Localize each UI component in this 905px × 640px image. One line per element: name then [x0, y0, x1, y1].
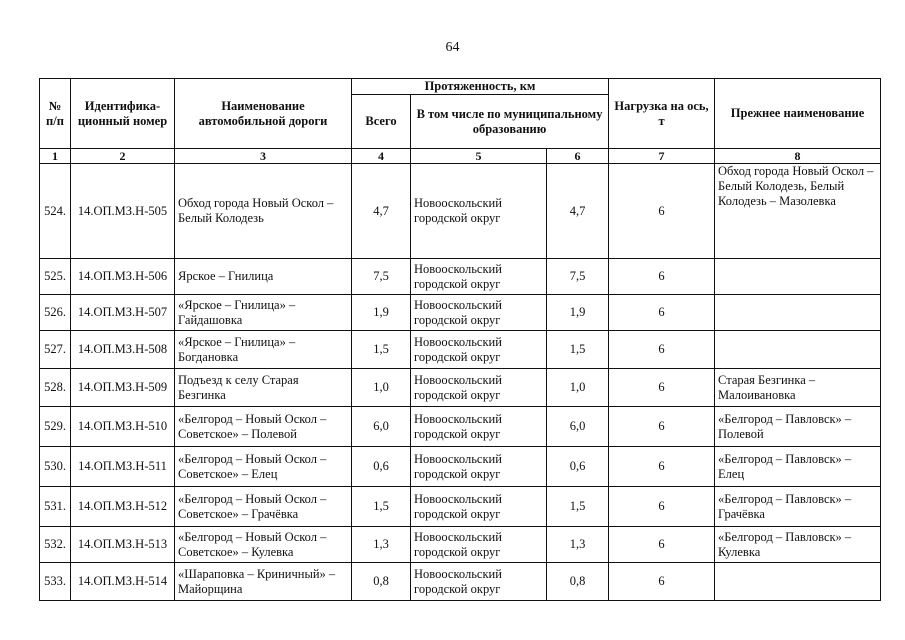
road-id: 14.ОП.МЗ.Н-507: [71, 295, 175, 331]
column-numbers-row: [40, 149, 881, 164]
road-name: Обход города Новый Оскол – Белый Колодезь: [175, 164, 352, 259]
page-number: 64: [445, 40, 460, 55]
length-total: 1,5: [352, 487, 411, 527]
municipality: Новооскольский городской округ: [411, 527, 547, 563]
header-name: Наименование автомобильной дороги: [175, 79, 352, 149]
table-row: [40, 331, 881, 369]
axle-load: 6: [609, 259, 715, 295]
col-number: 8: [715, 149, 881, 164]
table-row: [40, 563, 881, 601]
row-number: 529.: [40, 407, 71, 447]
axle-load: 6: [609, 164, 715, 259]
axle-load: 6: [609, 295, 715, 331]
road-id: 14.ОП.МЗ.Н-511: [71, 447, 175, 487]
municipality-length: 1,9: [547, 295, 609, 331]
col-number: 4: [352, 149, 411, 164]
municipality: Новооскольский городской округ: [411, 295, 547, 331]
municipality-length: 4,7: [547, 164, 609, 259]
length-total: 1,5: [352, 331, 411, 369]
axle-load: 6: [609, 563, 715, 601]
row-number: 532.: [40, 527, 71, 563]
col-number: 1: [40, 149, 71, 164]
municipality: Новооскольский городской округ: [411, 259, 547, 295]
road-name: Подъезд к селу Старая Безгинка: [175, 369, 352, 407]
table-row: [40, 487, 881, 527]
row-number: 524.: [40, 164, 71, 259]
previous-name: [715, 563, 881, 601]
length-total: 1,0: [352, 369, 411, 407]
header-id: Идентифика-ционный номер: [71, 79, 175, 149]
municipality: Новооскольский городской округ: [411, 487, 547, 527]
table-row: [40, 369, 881, 407]
col-number: 2: [71, 149, 175, 164]
table-row: [40, 259, 881, 295]
previous-name: Обход города Новый Оскол – Белый Колодезь, Белый Колодезь – Мазолевка: [715, 164, 881, 259]
road-id: 14.ОП.МЗ.Н-513: [71, 527, 175, 563]
municipality-length: 0,6: [547, 447, 609, 487]
road-id: 14.ОП.МЗ.Н-508: [71, 331, 175, 369]
row-number: 531.: [40, 487, 71, 527]
previous-name: [715, 259, 881, 295]
road-name: «Ярское – Гнилица» – Гайдашовка: [175, 295, 352, 331]
municipality: Новооскольский городской округ: [411, 331, 547, 369]
road-id: 14.ОП.МЗ.Н-510: [71, 407, 175, 447]
road-id: 14.ОП.МЗ.Н-509: [71, 369, 175, 407]
length-total: 0,8: [352, 563, 411, 601]
previous-name: Старая Безгинка – Малоивановка: [715, 369, 881, 407]
col-number: 6: [547, 149, 609, 164]
roads-table: [39, 78, 881, 601]
municipality-length: 1,5: [547, 331, 609, 369]
municipality-length: 1,5: [547, 487, 609, 527]
previous-name: «Белгород – Павловск» – Кулевка: [715, 527, 881, 563]
previous-name: [715, 331, 881, 369]
axle-load: 6: [609, 407, 715, 447]
axle-load: 6: [609, 331, 715, 369]
length-total: 0,6: [352, 447, 411, 487]
col-number: 3: [175, 149, 352, 164]
col-number: 7: [609, 149, 715, 164]
road-id: 14.ОП.МЗ.Н-512: [71, 487, 175, 527]
header-num: № п/п: [40, 79, 71, 149]
table-row: [40, 527, 881, 563]
municipality-length: 1,3: [547, 527, 609, 563]
previous-name: «Белгород – Павловск» – Елец: [715, 447, 881, 487]
length-total: 7,5: [352, 259, 411, 295]
row-number: 526.: [40, 295, 71, 331]
road-name: Ярское – Гнилица: [175, 259, 352, 295]
municipality-length: 0,8: [547, 563, 609, 601]
row-number: 533.: [40, 563, 71, 601]
previous-name: [715, 295, 881, 331]
road-id: 14.ОП.МЗ.Н-505: [71, 164, 175, 259]
road-id: 14.ОП.МЗ.Н-514: [71, 563, 175, 601]
road-name: «Белгород – Новый Оскол – Советское» – Кулевка: [175, 527, 352, 563]
municipality-length: 6,0: [547, 407, 609, 447]
municipality-length: 1,0: [547, 369, 609, 407]
length-total: 1,9: [352, 295, 411, 331]
length-total: 6,0: [352, 407, 411, 447]
axle-load: 6: [609, 487, 715, 527]
municipality: Новооскольский городской округ: [411, 164, 547, 259]
previous-name: «Белгород – Павловск» – Грачёвка: [715, 487, 881, 527]
axle-load: 6: [609, 527, 715, 563]
road-name: «Шараповка – Криничный» – Майорщина: [175, 563, 352, 601]
municipality-length: 7,5: [547, 259, 609, 295]
axle-load: 6: [609, 447, 715, 487]
header-length-group: Протяженность, км: [352, 79, 609, 95]
road-id: 14.ОП.МЗ.Н-506: [71, 259, 175, 295]
previous-name: «Белгород – Павловск» – Полевой: [715, 407, 881, 447]
road-name: «Белгород – Новый Оскол – Советское» – Полевой: [175, 407, 352, 447]
header-prev-name: Прежнее наименование: [715, 79, 881, 149]
header-load: Нагрузка на ось, т: [609, 79, 715, 149]
axle-load: 6: [609, 369, 715, 407]
row-number: 525.: [40, 259, 71, 295]
row-number: 528.: [40, 369, 71, 407]
row-number: 530.: [40, 447, 71, 487]
row-number: 527.: [40, 331, 71, 369]
municipality: Новооскольский городской округ: [411, 563, 547, 601]
table-row: [40, 164, 881, 259]
length-total: 4,7: [352, 164, 411, 259]
table-row: [40, 407, 881, 447]
road-name: «Белгород – Новый Оскол – Советское» – Грачёвка: [175, 487, 352, 527]
municipality: Новооскольский городской округ: [411, 447, 547, 487]
table-row: [40, 295, 881, 331]
municipality: Новооскольский городской округ: [411, 407, 547, 447]
table-row: [40, 447, 881, 487]
col-number: 5: [411, 149, 547, 164]
header-including: В том числе по муниципальному образованию: [411, 95, 609, 149]
municipality: Новооскольский городской округ: [411, 369, 547, 407]
road-name: «Белгород – Новый Оскол – Советское» – Елец: [175, 447, 352, 487]
road-name: «Ярское – Гнилица» – Богдановка: [175, 331, 352, 369]
header-total: Всего: [352, 95, 411, 149]
length-total: 1,3: [352, 527, 411, 563]
